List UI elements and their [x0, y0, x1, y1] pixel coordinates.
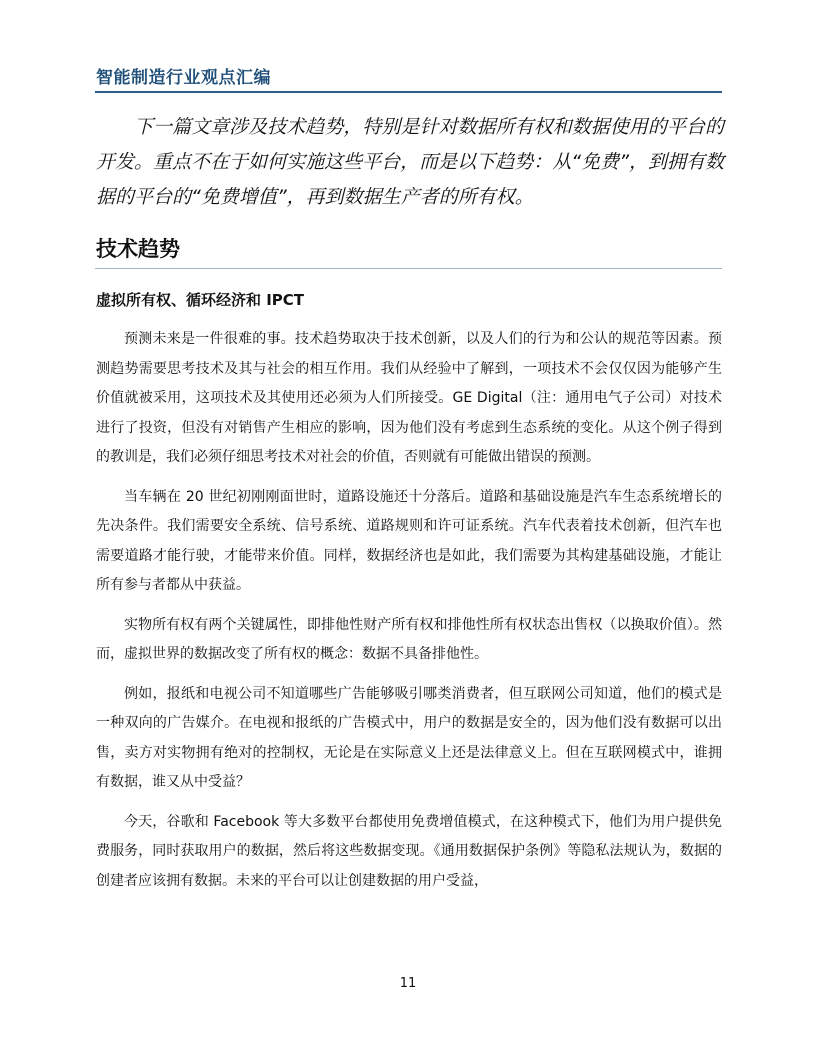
body-paragraph: 当车辆在 20 世纪初刚刚面世时，道路设施还十分落后。道路和基础设施是汽车生态系统增长的先决条件。我们需要安全系统、信号系统、道路规则和许可证系统。汽车代表着技术创新，但汽车也需要道路才能行驶，才能带来价值。同样，数据经济也是如此，我们需要为其构建基础设施，才能让所有参与者都从中获益。 — [96, 488, 722, 593]
body-paragraph: 实物所有权有两个关键属性，即排他性财产所有权和排他性所有权状态出售权（以换取价值）。然而，虚拟世界的数据改变了所有权的概念：数据不具备排他性。 — [96, 616, 722, 662]
intro-paragraph: 下一篇文章涉及技术趋势，特别是针对数据所有权和数据使用的平台的开发。重点不在于如何实施这些平台，而是以下趋势：从“免费”，到拥有数据的平台的“免费增值”，再到数据生产者的所有权。 — [96, 116, 724, 208]
body-paragraph: 今天，谷歌和 Facebook 等大多数平台都使用免费增值模式，在这种模式下，他们为用户提供免费服务，同时获取用户的数据，然后将这些数据变现。《通用数据保护条例》等隐私法规认为，数据的创建者应该拥有数据。未来的平台可以让创建数据的用户受益， — [96, 813, 722, 889]
subsection-title: 虚拟所有权、循环经济和 IPCT — [96, 291, 305, 309]
page-number: 11 — [399, 976, 417, 991]
section-title: 技术趋势 — [96, 237, 180, 261]
section-divider — [95, 268, 722, 269]
header-divider — [95, 91, 722, 93]
page-header-title: 智能制造行业观点汇编 — [96, 68, 271, 88]
body-paragraph: 例如，报纸和电视公司不知道哪些广告能够吸引哪类消费者，但互联网公司知道，他们的模式是一种双向的广告媒介。在电视和报纸的广告模式中，用户的数据是安全的，因为他们没有数据可以出售，卖方对实物拥有绝对的控制权，无论是在实际意义上还是法律意义上。但在互联网模式中，谁拥有数据，谁又从中受益？ — [96, 685, 722, 790]
body-paragraph: 预测未来是一件很难的事。技术趋势取决于技术创新，以及人们的行为和公认的规范等因素。预测趋势需要思考技术及其与社会的相互作用。我们从经验中了解到，一项技术不会仅仅因为能够产生价值就被采用，这项技术及其使用还必须为人们所接受。GE Digital（注：通用电气子公司）对技术进行了投资，但没有对销售产生相应的影响，因为他们没有考虑到生态系统的变化。从这个例子得到的教训是，我们必须仔细思考技术对社会的价值，否则就有可能做出错误的预测。 — [96, 331, 722, 465]
body-text — [96, 325, 722, 906]
